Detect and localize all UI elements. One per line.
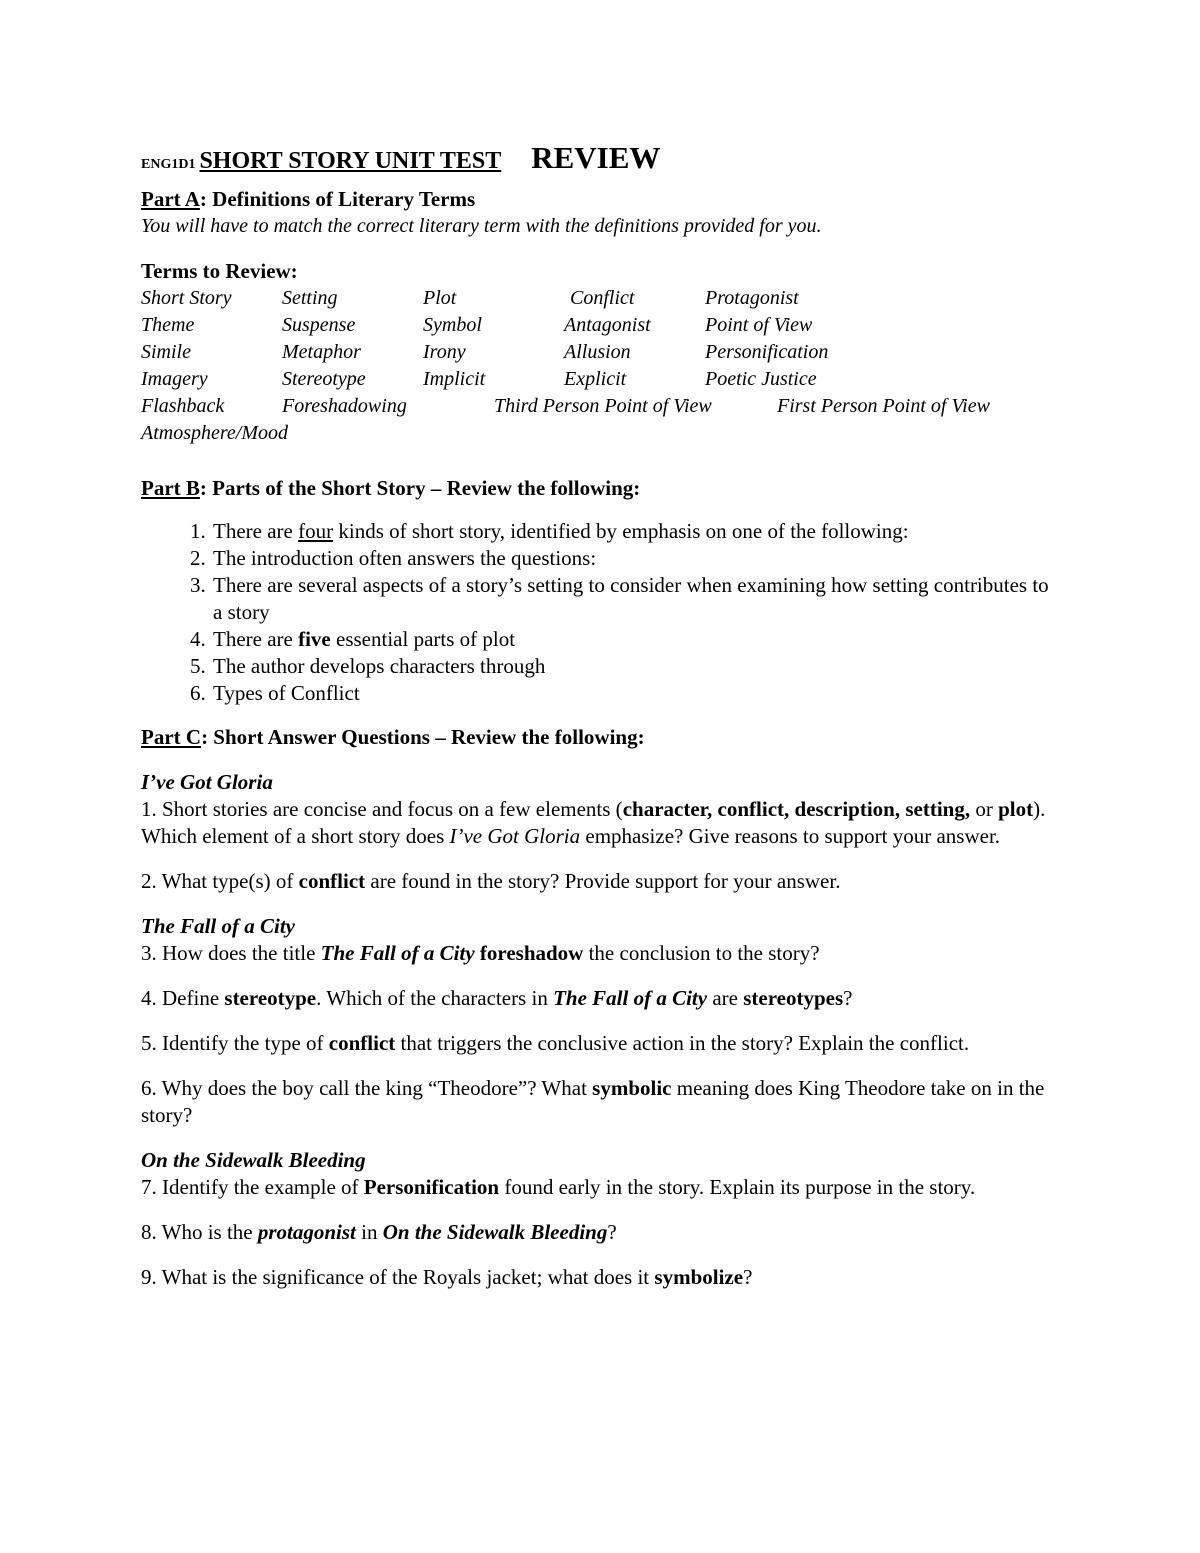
term: Setting [282, 287, 338, 309]
bold-term: conflict [328, 1031, 396, 1055]
term: Metaphor [282, 341, 361, 363]
term: First Person Point of View [777, 395, 990, 417]
bold-term: symbolize [654, 1265, 744, 1289]
question-7 [141, 1174, 1061, 1201]
list-item-text: essential parts of plot [330, 627, 516, 651]
list-item [211, 680, 1061, 707]
terms-row [141, 393, 1061, 420]
term: Foreshadowing [282, 395, 407, 417]
term: Flashback [141, 395, 225, 417]
review-label: REVIEW [531, 140, 661, 175]
list-item-text: There are [213, 519, 299, 543]
question-text: ? [743, 1265, 753, 1289]
term: Antagonist [564, 314, 651, 336]
list-item [211, 518, 1061, 545]
document-title: SHORT STORY UNIT TEST [199, 148, 502, 174]
bold-term: character, conflict, description, setting, [622, 797, 971, 821]
question-text: 9. What is the significance of the Royals jacket; what does it [141, 1265, 655, 1289]
part-a-label: Part A [141, 187, 200, 211]
terms-row [141, 420, 1061, 447]
part-b-label: Part B [141, 476, 200, 500]
bold-term: Personification [363, 1175, 500, 1199]
question-8 [141, 1219, 1061, 1246]
term: Third Person Point of View [494, 395, 712, 417]
question-text: 8. Who is the [141, 1220, 258, 1244]
term: Protagonist [705, 287, 799, 309]
question-text: ? [607, 1220, 617, 1244]
question-4 [141, 985, 1061, 1012]
story-title: I’ve Got Gloria [141, 770, 273, 794]
bold-term: foreshadow [479, 941, 584, 965]
bold-term: symbolic [592, 1076, 672, 1100]
bold-italic-title: The Fall of a City [553, 986, 708, 1010]
terms-row [141, 312, 1061, 339]
list-item-text: The author develops characters through [213, 654, 546, 678]
question-text: 4. Define [141, 986, 225, 1010]
question-text: ). Which element of a short story does [141, 797, 1046, 848]
term: Personification [705, 341, 829, 363]
bold-term: conflict [298, 869, 366, 893]
terms-row [141, 285, 1061, 312]
list-item-text: kinds of short story, identified by emphasis on one of the following: [333, 519, 909, 543]
question-text: 3. How does the title [141, 941, 321, 965]
list-item-text: Types of Conflict [213, 681, 360, 705]
underlined-word: four [298, 519, 334, 543]
question-text: in [355, 1220, 383, 1244]
question-text: or [970, 797, 999, 821]
term: Conflict [570, 287, 635, 309]
document-content [141, 140, 1061, 1291]
terms-row [141, 366, 1061, 393]
question-text: that triggers the conclusive action in the story? Explain the conflict. [395, 1031, 970, 1055]
list-item-text: The introduction often answers the questions: [213, 546, 597, 570]
part-c-title: : Short Answer Questions – Review the following: [201, 725, 645, 749]
term: Implicit [423, 368, 486, 390]
term: Poetic Justice [705, 368, 817, 390]
bold-term: stereotype [224, 986, 317, 1010]
list-item [211, 653, 1061, 680]
bold-word: five [298, 627, 331, 651]
question-3 [141, 940, 1061, 967]
term: Point of View [705, 314, 813, 336]
part-a-heading [141, 186, 1061, 213]
term: Short Story [141, 287, 232, 309]
question-text: ? [843, 986, 853, 1010]
term: Theme [141, 314, 195, 336]
question-text: found early in the story. Explain its purpose in the story. [499, 1175, 976, 1199]
question-text: 2. What type(s) of [141, 869, 299, 893]
terms-grid [141, 285, 1061, 447]
term: Suspense [282, 314, 356, 336]
terms-heading: Terms to Review: [141, 259, 298, 283]
term: Atmosphere/Mood [141, 422, 289, 444]
part-b-list [141, 518, 1061, 707]
question-text: . Which of the characters in [316, 986, 554, 1010]
term: Irony [423, 341, 466, 363]
part-c-heading [141, 724, 1061, 751]
list-item [211, 545, 1061, 572]
question-text: 1. Short stories are concise and focus on a few elements ( [141, 797, 623, 821]
question-text: the conclusion to the story? [583, 941, 820, 965]
bold-term: plot [998, 797, 1034, 821]
question-9 [141, 1264, 1061, 1291]
question-text: are found in the story? Provide support for your answer. [365, 869, 841, 893]
document-header [141, 140, 1061, 186]
list-item [211, 626, 1061, 653]
question-text: are [707, 986, 744, 1010]
question-text: emphasize? Give reasons to support your answer. [580, 824, 1001, 848]
term: Allusion [564, 341, 631, 363]
part-c-label: Part C [141, 725, 202, 749]
bold-term: stereotypes [743, 986, 844, 1010]
question-text: 7. Identify the example of [141, 1175, 364, 1199]
part-a-title: : Definitions of Literary Terms [199, 187, 476, 211]
question-text: 6. Why does the boy call the king “Theodore”? What [141, 1076, 593, 1100]
story-title: On the Sidewalk Bleeding [141, 1148, 366, 1172]
term: Symbol [423, 314, 482, 336]
part-b-title: : Parts of the Short Story – Review the following: [199, 476, 641, 500]
italic-title: I’ve Got Gloria [449, 824, 581, 848]
bold-italic-title: The Fall of a City [320, 941, 475, 965]
list-item-text: There are several aspects of a story’s setting to consider when examining how setting contributes to a story [213, 573, 1049, 624]
term: Simile [141, 341, 191, 363]
question-text: meaning does King Theodore take on in the story? [141, 1076, 1045, 1127]
bold-italic-term: protagonist [257, 1220, 356, 1244]
question-5 [141, 1030, 1061, 1057]
list-item [211, 572, 1061, 626]
term: Stereotype [282, 368, 366, 390]
term: Imagery [141, 368, 208, 390]
part-a-instruction: You will have to match the correct literary term with the definitions provided for you. [141, 215, 822, 237]
terms-row [141, 339, 1061, 366]
course-code: ENG1D1 [141, 157, 196, 172]
part-b-heading [141, 475, 1061, 502]
list-item-text: There are [213, 627, 299, 651]
question-1 [141, 796, 1061, 850]
question-6 [141, 1075, 1061, 1129]
term: Plot [423, 287, 457, 309]
question-2 [141, 868, 1061, 895]
story-title: The Fall of a City [141, 914, 295, 938]
bold-italic-title: On the Sidewalk Bleeding [382, 1220, 608, 1244]
question-text: 5. Identify the type of [141, 1031, 329, 1055]
term: Explicit [564, 368, 627, 390]
